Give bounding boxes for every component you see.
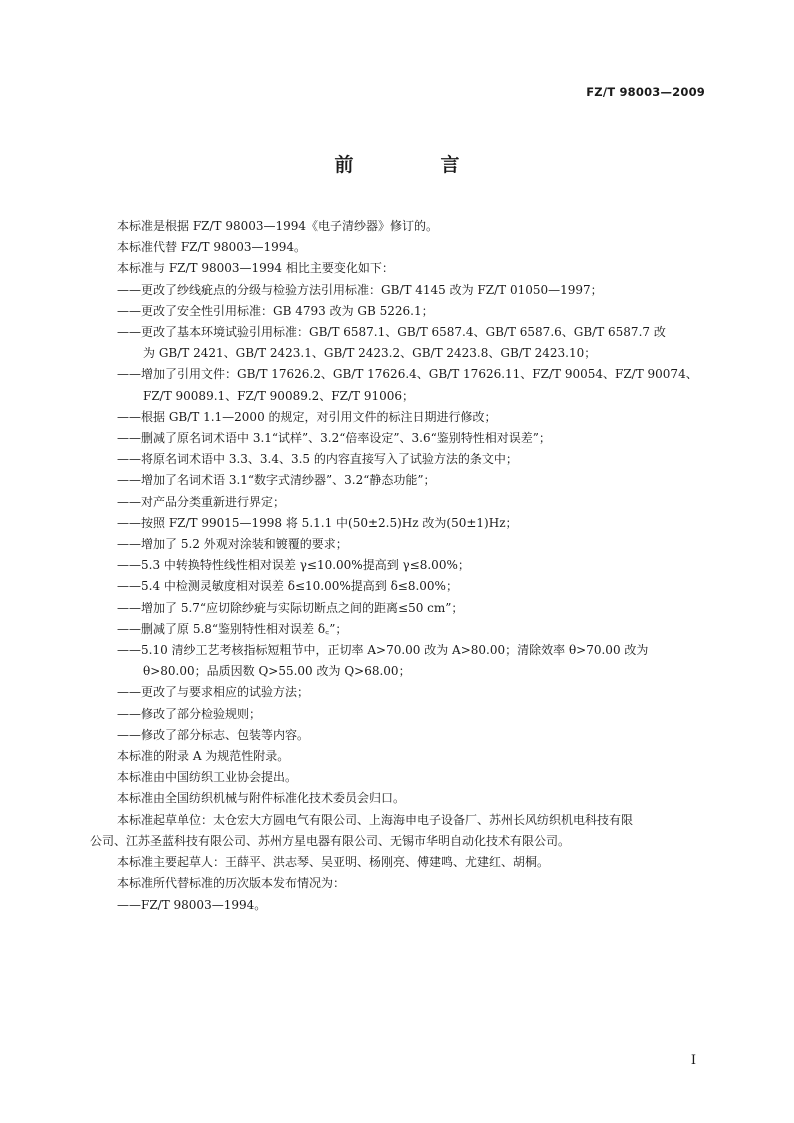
list-item: ——修改了部分检验规则； (117, 706, 262, 721)
list-item: ——将原名词术语中 3.3、3.4、3.5 的内容直接写入了试验方法的条文中； (117, 452, 518, 467)
standard-code: FZ/T 98003—2009 (586, 85, 705, 99)
list-item: ——5.10 清纱工艺考核指标短粗节中，正切率 A>70.00 改为 A>80.00；清除效率 θ>70.00 改为 (117, 643, 649, 658)
list-item: ——5.3 中转换特性线性相对误差 γ≤10.00%提高到 γ≤8.00%； (117, 558, 470, 573)
list-item: ——增加了名词术语 3.1“数字式清纱器”、3.2“静态功能”； (117, 473, 436, 488)
list-item-continuation: FZ/T 90089.1、FZ/T 90089.2、FZ/T 91006； (143, 388, 414, 403)
page-title: 前 言 (334, 154, 494, 176)
paragraph-line: 本标准由全国纺织机械与附件标准化技术委员会归口。 (117, 791, 406, 806)
list-item-continuation: 为 GB/T 2421、GB/T 2423.1、GB/T 2423.2、GB/T 2423.8、GB/T 2423.10； (143, 346, 597, 361)
paragraph-line: 本标准是根据 FZ/T 98003—1994《电子清纱器》修订的。 (117, 219, 439, 233)
list-item: ——FZ/T 98003—1994。 (117, 897, 267, 912)
list-item: ——增加了引用文件：GB/T 17626.2、GB/T 17626.4、GB/T 17626.11、FZ/T 90054、FZ/T 90074、 (117, 367, 698, 382)
list-item: ——更改了与要求相应的试验方法； (117, 685, 310, 700)
paragraph-line: 本标准主要起草人：王薛平、洪志琴、吴亚明、杨刚亮、傅建鸣、尤建红、胡桐。 (117, 855, 550, 870)
list-item: ——增加了 5.2 外观对涂装和镀覆的要求； (117, 537, 348, 552)
list-item-continuation: θ>80.00；品质因数 Q>55.00 改为 Q>68.00； (143, 664, 411, 679)
list-item: ——修改了部分标志、包装等内容。 (117, 727, 310, 742)
paragraph-continuation: 公司、江苏圣蓝科技有限公司、苏州方星电器有限公司、无锡市华明自动化技术有限公司。 (90, 833, 571, 848)
list-item: ——删减了原 5.8“鉴别特性相对误差 δ꜀”； (117, 621, 348, 636)
list-item: ——更改了基本环境试验引用标准：GB/T 6587.1、GB/T 6587.4、GB/T 6587.6、GB/T 6587.7 改 (117, 325, 666, 340)
list-item: ——更改了安全性引用标准：GB 4793 改为 GB 5226.1； (117, 303, 434, 318)
paragraph-line: 本标准代替 FZ/T 98003—1994。 (117, 240, 307, 255)
paragraph-line: 本标准由中国纺织工业协会提出。 (117, 770, 298, 785)
list-item: ——更改了纱线疵点的分级与检验方法引用标准：GB/T 4145 改为 FZ/T 01050—1997； (117, 282, 603, 297)
paragraph-line: 本标准的附录 A 为规范性附录。 (117, 749, 290, 764)
paragraph-line: 本标准起草单位：太仓宏大方圆电气有限公司、上海海申电子设备厂、苏州长风纺织机电科技有限 (117, 812, 634, 827)
paragraph-line: 本标准所代替标准的历次版本发布情况为： (117, 876, 346, 891)
list-item: ——对产品分类重新进行界定； (117, 494, 286, 509)
list-item: ——按照 FZ/T 99015—1998 将 5.1.1 中(50±2.5)Hz 改为(50±1)Hz； (117, 515, 518, 530)
list-item: ——根据 GB/T 1.1—2000 的规定，对引用文件的标注日期进行修改； (117, 409, 497, 424)
page-number: I (690, 1053, 696, 1068)
list-item: ——5.4 中检测灵敏度相对误差 δ≤10.00%提高到 δ≤8.00%； (117, 579, 458, 594)
foreword-body (90, 216, 707, 916)
paragraph-line: 本标准与 FZ/T 98003—1994 相比主要变化如下： (117, 261, 394, 276)
list-item: ——删减了原名词术语中 3.1“试样”、3.2“倍率设定”、3.6“鉴别特性相对误差”； (117, 431, 551, 446)
list-item: ——增加了 5.7“应切除纱疵与实际切断点之间的距离≤50 cm”； (117, 600, 464, 615)
